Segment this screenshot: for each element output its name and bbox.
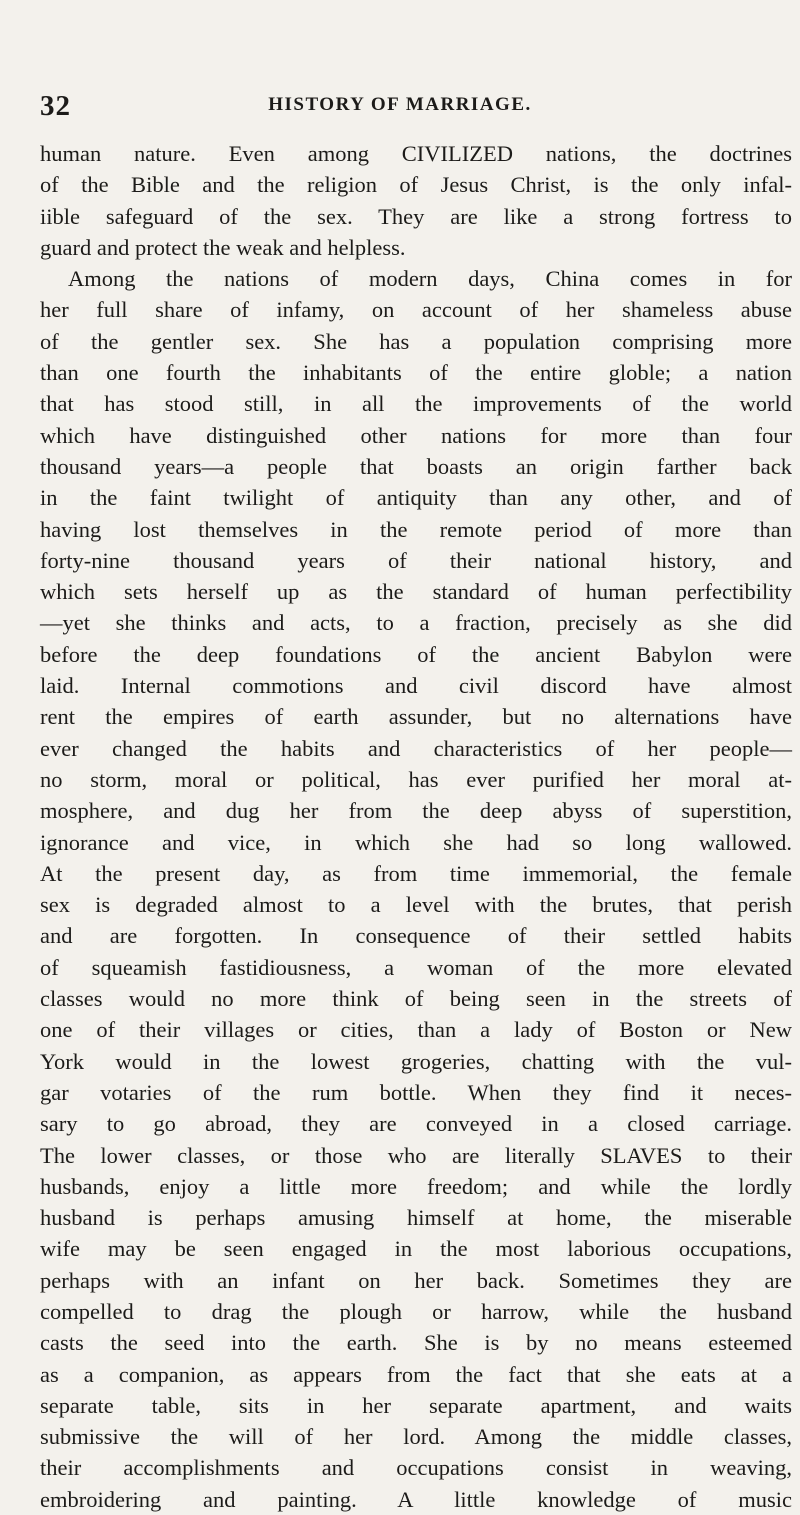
text-line: and are forgotten. In consequence of their settled habits (40, 923, 792, 949)
text-line: submissive the will of her lord. Among the middle classes, (40, 1424, 792, 1450)
body-text (40, 138, 792, 1515)
text-line: no storm, moral or political, has ever purified her moral at- (40, 766, 792, 792)
text-line: wife may be seen engaged in the most laborious occupations, (40, 1236, 792, 1262)
text-line: thousand years—a people that boasts an origin farther back (40, 453, 792, 479)
text-line: husbands, enjoy a little more freedom; and while the lordly (40, 1173, 792, 1199)
text-line: of squeamish fastidiousness, a woman of the more elevated (40, 954, 792, 980)
text-line: iible safeguard of the sex. They are like a strong fortress to (40, 203, 792, 229)
text-line: her full share of infamy, on account of her shameless abuse (40, 297, 792, 323)
text-line: ignorance and vice, in which she had so long wallowed. (40, 829, 792, 855)
text-line: that has stood still, in all the improvements of the world (40, 391, 792, 417)
text-line: classes would no more think of being seen in the streets of (40, 986, 792, 1012)
text-line: casts the seed into the earth. She is by no means esteemed (40, 1330, 792, 1356)
text-line: rent the empires of earth assunder, but no alternations have (40, 704, 792, 730)
paragraph (40, 263, 792, 1515)
text-line: one of their villages or cities, than a lady of Boston or New (40, 1017, 792, 1043)
text-line: their accomplishments and occupations consist in weaving, (40, 1455, 792, 1481)
text-line: husband is perhaps amusing himself at home, the miserable (40, 1205, 792, 1231)
text-line: York would in the lowest grogeries, chatting with the vul- (40, 1048, 792, 1074)
text-line: sex is degraded almost to a level with the brutes, that perish (40, 892, 792, 918)
text-line: which sets herself up as the standard of human perfectibility (40, 579, 792, 605)
text-line: embroidering and painting. A little knowledge of music (40, 1486, 792, 1512)
text-line: having lost themselves in the remote period of more than (40, 516, 792, 542)
text-line: compelled to drag the plough or harrow, while the husband (40, 1298, 792, 1324)
text-line: At the present day, as from time immemorial, the female (40, 860, 792, 886)
text-line: —yet she thinks and acts, to a fraction, precisely as she did (40, 610, 792, 636)
text-line: in the faint twilight of antiquity than any other, and of (40, 485, 792, 511)
text-line: separate table, sits in her separate apartment, and waits (40, 1392, 792, 1418)
text-line: as a companion, as appears from the fact that she eats at a (40, 1361, 792, 1387)
text-line: laid. Internal commotions and civil discord have almost (40, 673, 792, 699)
text-line: forty-nine thousand years of their national history, and (40, 547, 792, 573)
page-number: 32 (40, 90, 71, 122)
text-line: which have distinguished other nations for more than four (40, 422, 792, 448)
text-line: sary to go abroad, they are conveyed in a closed carriage. (40, 1111, 792, 1137)
running-title: HISTORY OF MARRIAGE. (268, 94, 532, 115)
text-line: guard and protect the weak and helpless. (40, 234, 406, 260)
text-line: ever changed the habits and characteristics of her people— (40, 735, 792, 761)
text-line: before the deep foundations of the ancient Babylon were (40, 641, 792, 667)
text-line: The lower classes, or those who are literally SLAVES to their (40, 1142, 792, 1168)
paragraph (40, 138, 792, 263)
text-line: than one fourth the inhabitants of the entire globle; a nation (40, 360, 792, 386)
text-line: human nature. Even among CIVILIZED nations, the doctrines (40, 141, 792, 166)
text-line: mosphere, and dug her from the deep abyss of superstition, (40, 798, 792, 824)
text-line: gar votaries of the rum bottle. When they find it neces- (40, 1079, 792, 1105)
text-line: of the gentler sex. She has a population comprising more (40, 328, 792, 354)
text-line: perhaps with an infant on her back. Sometimes they are (40, 1267, 792, 1293)
text-line: of the Bible and the religion of Jesus Christ, is the only infal- (40, 172, 792, 198)
text-line: Among the nations of modern days, China comes in for (68, 266, 792, 292)
